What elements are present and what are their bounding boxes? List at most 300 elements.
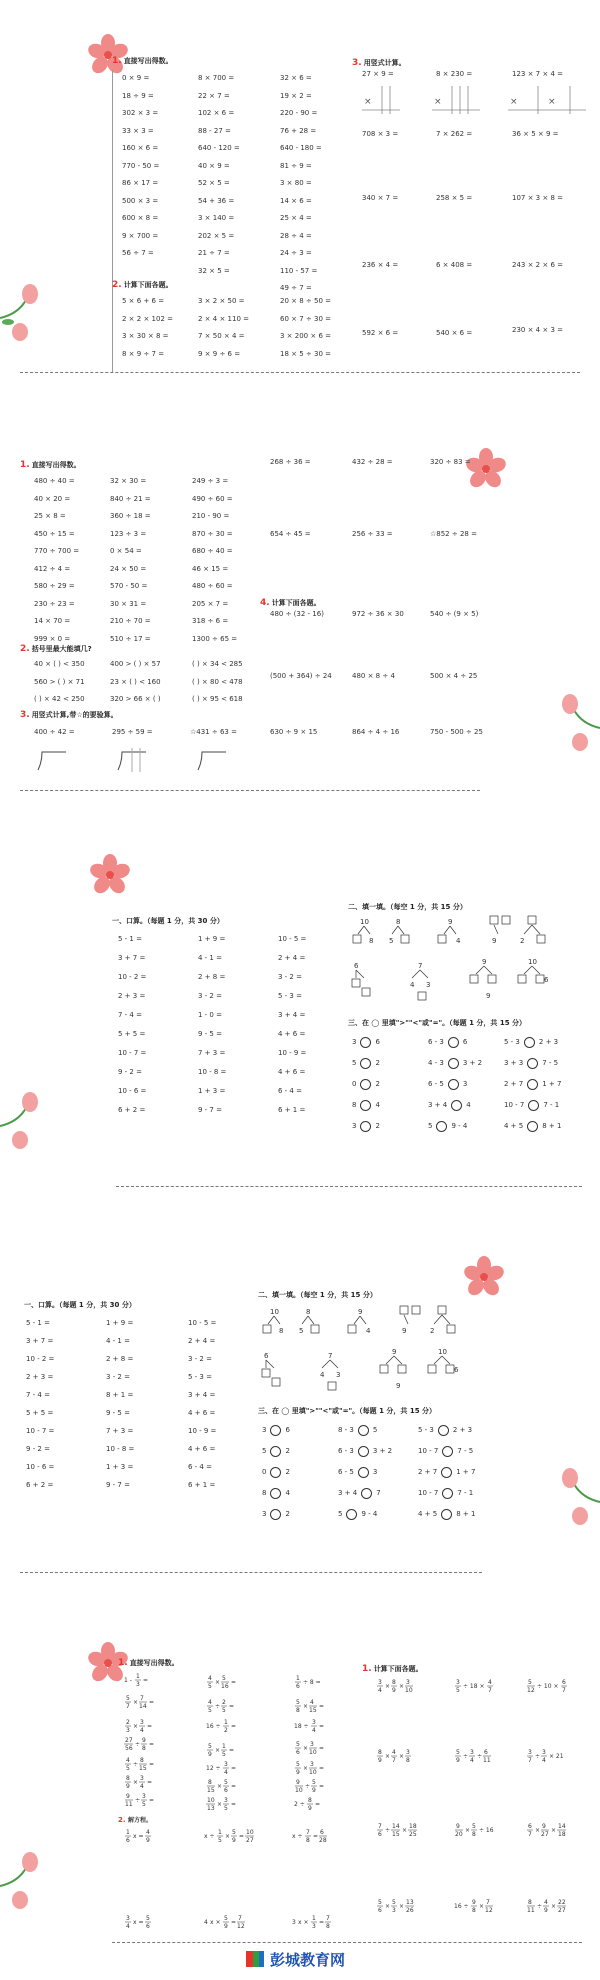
s1-col-2: 8 × 700 = 22 × 7 = 102 × 6 = 88 - 27 = 640 - 120 = 40 × 9 = 52 × 5 = 54 + 36 = 3 × 140 = 202 × 5 = 21 ÷ 7 = 32 × 5 = <box>198 74 240 275</box>
svg-text:×: × <box>364 97 372 107</box>
compare-circle[interactable] <box>361 1488 372 1499</box>
compare-circle[interactable] <box>438 1425 449 1436</box>
fraction-problems-left <box>120 1670 350 1960</box>
svg-text:8: 8 <box>369 937 374 945</box>
s1-vertical-1c: 123 × 7 × 4 = <box>512 70 563 78</box>
svg-text:=: = <box>149 1741 155 1748</box>
s1-calc-col-2: 3 × 2 × 50 = 2 × 4 × 110 = 7 × 50 × 4 = 9 × 9 ÷ 6 = <box>198 297 249 358</box>
s1-vertical-2b: 7 × 262 = <box>436 130 473 138</box>
s1-vertical-4a: 236 × 4 = <box>362 261 399 269</box>
svg-text:15: 15 <box>207 1787 215 1794</box>
svg-text:4: 4 <box>126 1757 130 1764</box>
s1-vertical-2a: 708 × 3 = <box>362 130 399 138</box>
s2-col-3: 249 ÷ 3 = 490 ÷ 60 = 210 - 90 = 870 ÷ 30 = 680 ÷ 40 = 46 × 15 = 480 ÷ 60 = 205 × 7 = 318 ÷ 6 = 1300 ÷ 65 = <box>192 477 238 643</box>
svg-text:=: = <box>231 1783 237 1790</box>
svg-text:7: 7 <box>326 1915 330 1922</box>
svg-text:6: 6 <box>454 1366 459 1374</box>
svg-text:5: 5 <box>528 1679 532 1686</box>
flower-branch-icon <box>0 1846 44 1910</box>
svg-text:9: 9 <box>378 1757 382 1764</box>
svg-text:56: 56 <box>125 1745 133 1752</box>
svg-text:x ÷: x ÷ <box>292 1833 303 1840</box>
svg-text:×: × <box>465 1827 471 1834</box>
svg-text:7: 7 <box>488 1687 492 1694</box>
svg-text:14: 14 <box>558 1823 566 1830</box>
svg-text:×: × <box>215 1747 221 1754</box>
svg-text:3: 3 <box>142 1793 146 1800</box>
svg-text:9: 9 <box>232 1837 236 1844</box>
svg-text:5: 5 <box>224 1915 228 1922</box>
svg-text:3: 3 <box>224 1797 228 1804</box>
svg-text:5: 5 <box>389 937 394 945</box>
compare-circle[interactable] <box>441 1467 452 1478</box>
svg-text:10: 10 <box>405 1687 413 1694</box>
number-bond-trees <box>352 916 572 1014</box>
svg-text:=: = <box>147 1723 153 1730</box>
svg-text:4: 4 <box>470 1757 474 1764</box>
flower-branch-icon <box>556 688 600 752</box>
compare-circle[interactable] <box>527 1121 538 1132</box>
section-divider-2 <box>20 790 480 791</box>
svg-text:÷: ÷ <box>133 1761 139 1768</box>
svg-text:×: × <box>434 97 442 107</box>
svg-text:9: 9 <box>486 992 491 1000</box>
svg-text:3: 3 <box>126 1915 130 1922</box>
s2-vertical-1b: 295 ÷ 59 = <box>112 728 153 736</box>
svg-text:10: 10 <box>207 1797 215 1804</box>
s1-vertical-1a: 27 × 9 = <box>362 70 394 78</box>
svg-text:5: 5 <box>146 1915 150 1922</box>
svg-text:6: 6 <box>378 1831 382 1838</box>
compare-circle[interactable] <box>448 1079 459 1090</box>
svg-text:9: 9 <box>472 1899 476 1906</box>
svg-text:÷: ÷ <box>535 1753 541 1760</box>
s4-title-3: 三、在 ◯ 里填">""<"或"="。（每题 1 分，共 15 分） <box>258 1407 437 1415</box>
svg-text:÷: ÷ <box>537 1903 543 1910</box>
svg-text:7: 7 <box>486 1899 490 1906</box>
s2-vertical-1a: 400 ÷ 42 = <box>34 728 75 736</box>
svg-text:3: 3 <box>426 981 431 989</box>
s1-vertical-4c: 243 × 2 × 6 = <box>512 261 563 269</box>
svg-text:÷: ÷ <box>463 1753 469 1760</box>
long-division-frames <box>36 748 246 772</box>
svg-text:×: × <box>217 1801 223 1808</box>
s2-mid-b: 256 ÷ 33 = <box>352 530 393 538</box>
compare-circle[interactable] <box>360 1037 371 1048</box>
svg-text:6: 6 <box>320 1829 324 1836</box>
compare-circle[interactable] <box>270 1509 281 1520</box>
svg-text:15: 15 <box>309 1707 317 1714</box>
s2-mid-a: 654 ÷ 45 = <box>270 530 311 538</box>
s2-bracket-col-1: 40 × ( ) < 350 560 > ( ) × 71 ( ) × 42 < 250 <box>34 660 85 703</box>
svg-text:8: 8 <box>306 1308 311 1316</box>
svg-text:9: 9 <box>402 1327 407 1335</box>
s2-top-c: 320 ÷ 83 = <box>430 458 471 466</box>
svg-text:28: 28 <box>319 1837 327 1844</box>
compare-circle[interactable] <box>360 1121 371 1132</box>
number-bond-trees <box>262 1306 482 1404</box>
svg-text:7: 7 <box>328 1352 333 1360</box>
svg-text:=: = <box>149 1699 155 1706</box>
svg-text:3: 3 <box>312 1923 316 1930</box>
svg-text:10: 10 <box>246 1829 254 1836</box>
svg-text:4: 4 <box>208 1699 212 1706</box>
svg-text:×: × <box>385 1903 391 1910</box>
svg-text:×: × <box>548 97 556 107</box>
s1-vertical-5a: 592 × 6 = <box>362 329 399 337</box>
s4-compare-col-2: 8 - 3 5 6 - 3 3 + 2 6 - 5 3 3 + 4 7 5 9 - 4 <box>338 1426 393 1518</box>
s2-bracket-col-3: ( ) × 34 < 285 ( ) × 80 < 478 ( ) × 95 < 618 <box>192 660 243 703</box>
svg-text:5: 5 <box>208 1683 212 1690</box>
svg-text:1: 1 <box>312 1915 316 1922</box>
svg-text:5: 5 <box>378 1899 382 1906</box>
flower-icon <box>466 448 506 488</box>
s1-vertical-5b: 540 × 6 = <box>436 329 473 337</box>
svg-text:4: 4 <box>208 1675 212 1682</box>
svg-text:÷: ÷ <box>477 1753 483 1760</box>
svg-text:16 ÷: 16 ÷ <box>454 1903 469 1910</box>
svg-text:4: 4 <box>456 937 461 945</box>
flower-branch-icon <box>556 1462 600 1526</box>
svg-text:×: × <box>535 1827 541 1834</box>
section-divider-1 <box>20 372 580 373</box>
svg-text:1: 1 <box>136 1673 140 1680</box>
svg-text:1 -: 1 - <box>124 1677 132 1684</box>
compare-circle[interactable] <box>441 1509 452 1520</box>
svg-text:×: × <box>303 1703 309 1710</box>
compare-circle[interactable] <box>451 1100 462 1111</box>
s1-vertical-5c: 230 × 4 × 3 = <box>512 326 563 334</box>
svg-text:2 ÷: 2 ÷ <box>294 1801 305 1808</box>
svg-text:3: 3 <box>392 1907 396 1914</box>
svg-text:×: × <box>217 1783 223 1790</box>
svg-text:3: 3 <box>224 1761 228 1768</box>
svg-text:=: = <box>231 1801 237 1808</box>
svg-text:8: 8 <box>140 1757 144 1764</box>
s5-heading-3: 1. 计算下面各题。 <box>362 1664 423 1674</box>
svg-text:4: 4 <box>140 1783 144 1790</box>
compare-circle[interactable] <box>358 1425 369 1436</box>
svg-text:4: 4 <box>146 1829 150 1836</box>
svg-text:1: 1 <box>296 1675 300 1682</box>
svg-text:=: = <box>143 1677 149 1684</box>
s2-calc-2a: (500 + 364) ÷ 24 <box>270 672 332 680</box>
svg-text:8: 8 <box>306 1837 310 1844</box>
s1-col-3: 32 × 6 = 19 × 2 = 220 - 90 = 76 + 28 = 640 - 180 = 81 ÷ 9 = 3 × 80 = 14 × 6 = 25 × 4 = 28 ÷ 4 = 24 ÷ 3 = 110 - 57 = 49 ÷ 7 = <box>280 74 322 292</box>
svg-text:12 ÷: 12 ÷ <box>206 1765 221 1772</box>
svg-text:3: 3 <box>292 1919 296 1926</box>
s2-calc-3c: 750 - 500 ÷ 25 <box>430 728 483 736</box>
svg-text:10: 10 <box>309 1769 317 1776</box>
svg-text:4: 4 <box>392 1749 396 1756</box>
svg-text:=: = <box>149 1797 155 1804</box>
svg-text:8: 8 <box>308 1797 312 1804</box>
s1-calc-col-1: 5 × 6 + 6 = 2 × 2 × 102 = 3 × 30 × 8 = 8 × 9 ÷ 7 = <box>122 297 173 358</box>
svg-text:7: 7 <box>528 1831 532 1838</box>
svg-text:÷: ÷ <box>135 1797 141 1804</box>
svg-text:5: 5 <box>296 1741 300 1748</box>
svg-text:=: = <box>319 1703 325 1710</box>
svg-text:8: 8 <box>472 1831 476 1838</box>
svg-text:×: × <box>402 1827 408 1834</box>
svg-text:9: 9 <box>224 1923 228 1930</box>
svg-text:6: 6 <box>354 962 359 970</box>
section-divider-3 <box>116 1186 582 1187</box>
svg-text:12: 12 <box>527 1687 535 1694</box>
svg-text:5: 5 <box>142 1801 146 1808</box>
compare-circle[interactable] <box>527 1079 538 1090</box>
svg-text:27: 27 <box>558 1907 566 1914</box>
svg-text:÷ 10 ×: ÷ 10 × <box>537 1683 559 1690</box>
svg-text:10: 10 <box>438 1348 447 1356</box>
s3-title-1: 一、口算。（每题 1 分，共 30 分） <box>112 917 224 925</box>
svg-text:9: 9 <box>392 1348 397 1356</box>
svg-text:×: × <box>399 1753 405 1760</box>
compare-circle[interactable] <box>436 1121 447 1132</box>
svg-text:11: 11 <box>527 1907 535 1914</box>
s4-col-1: 5 - 1 = 3 + 7 = 10 - 2 = 2 + 3 = 7 - 4 = 5 + 5 = 10 - 7 = 9 - 2 = 10 - 6 = 6 + 2 = <box>26 1319 55 1489</box>
s1-vertical-3b: 258 × 5 = <box>436 194 473 202</box>
svg-text:10: 10 <box>270 1308 279 1316</box>
svg-text:3: 3 <box>542 1749 546 1756</box>
vertical-calc-frames <box>360 84 590 120</box>
s4-title-2: 二、填一填。（每空 1 分，共 15 分） <box>258 1291 377 1299</box>
section-3 <box>0 850 600 1190</box>
s3-title-3: 三、在 ◯ 里填">""<"或"="。（每题 1 分，共 15 分） <box>348 1019 527 1027</box>
svg-text:5: 5 <box>208 1743 212 1750</box>
svg-text:6: 6 <box>126 1837 130 1844</box>
svg-text:1: 1 <box>222 1743 226 1750</box>
s1-vertical-3c: 107 × 3 × 8 = <box>512 194 563 202</box>
s2-top-b: 432 ÷ 28 = <box>352 458 393 466</box>
svg-text:7: 7 <box>418 962 423 970</box>
svg-text:15: 15 <box>139 1765 147 1772</box>
svg-text:=: = <box>315 1801 321 1808</box>
svg-text:2: 2 <box>520 937 525 945</box>
svg-text:× 21: × 21 <box>549 1753 564 1760</box>
svg-text:10: 10 <box>528 958 537 966</box>
svg-text:2: 2 <box>126 1719 130 1726</box>
compare-circle[interactable] <box>528 1100 539 1111</box>
svg-text:5: 5 <box>126 1695 130 1702</box>
svg-text:11: 11 <box>483 1757 491 1764</box>
svg-text:3: 3 <box>310 1761 314 1768</box>
compare-circle[interactable] <box>358 1467 369 1478</box>
svg-text:7: 7 <box>562 1687 566 1694</box>
svg-text:9: 9 <box>296 1779 300 1786</box>
svg-text:×: × <box>133 1699 139 1706</box>
svg-text:×: × <box>385 1683 391 1690</box>
svg-text:×: × <box>551 1827 557 1834</box>
svg-text:6: 6 <box>378 1907 382 1914</box>
compare-circle[interactable] <box>346 1509 357 1520</box>
svg-text:9: 9 <box>392 1687 396 1694</box>
svg-text:8: 8 <box>396 918 401 926</box>
svg-text:11: 11 <box>125 1801 133 1808</box>
section-5 <box>0 1640 600 1980</box>
svg-text:4: 4 <box>410 981 415 989</box>
svg-text:×: × <box>385 1753 391 1760</box>
svg-text:=: = <box>319 1723 325 1730</box>
svg-text:8: 8 <box>326 1923 330 1930</box>
svg-text:=: = <box>229 1747 235 1754</box>
compare-circle[interactable] <box>527 1058 538 1069</box>
compare-circle[interactable] <box>358 1446 369 1457</box>
section-divider-5 <box>112 1942 582 1943</box>
svg-text:14: 14 <box>139 1703 147 1710</box>
svg-text:=: = <box>231 1765 237 1772</box>
compare-circle[interactable] <box>442 1488 453 1499</box>
svg-text:7: 7 <box>126 1703 130 1710</box>
svg-text:5: 5 <box>224 1779 228 1786</box>
svg-text:10: 10 <box>360 918 369 926</box>
compare-circle[interactable] <box>442 1446 453 1457</box>
s5-heading-1: 1. 直接写出得数。 <box>118 1658 179 1668</box>
svg-text:9: 9 <box>146 1837 150 1844</box>
svg-text:×: × <box>551 1903 557 1910</box>
s4-col-2: 1 + 9 = 4 - 1 = 2 + 8 = 3 - 2 = 8 + 1 = 9 - 5 = 7 + 3 = 10 - 8 = 1 + 3 = 9 - 7 = <box>106 1319 135 1489</box>
svg-text:5: 5 <box>222 1751 226 1758</box>
s2-calc-2c: 500 × 4 ÷ 25 <box>430 672 478 680</box>
svg-text:8: 8 <box>296 1707 300 1714</box>
svg-text:8: 8 <box>528 1899 532 1906</box>
s3-col-1: 5 - 1 = 3 + 7 = 10 - 2 = 2 + 3 = 7 - 4 = 5 + 5 = 10 - 7 = 9 - 2 = 10 - 6 = 6 + 2 = <box>118 935 147 1114</box>
svg-text:×: × <box>399 1903 405 1910</box>
svg-text:18: 18 <box>409 1823 417 1830</box>
svg-text:9: 9 <box>544 1907 548 1914</box>
s1-heading-3: 3. 用竖式计算。 <box>352 58 406 68</box>
svg-text:15: 15 <box>392 1831 400 1838</box>
s2-calc-1b: 972 ÷ 36 × 30 <box>352 610 404 618</box>
svg-text:×: × <box>133 1723 139 1730</box>
compare-circle[interactable] <box>270 1467 281 1478</box>
flower-icon <box>464 1256 504 1296</box>
compare-circle[interactable] <box>270 1446 281 1457</box>
svg-text:5: 5 <box>456 1749 460 1756</box>
svg-text:12: 12 <box>485 1907 493 1914</box>
svg-text:3: 3 <box>378 1679 382 1686</box>
svg-text:2: 2 <box>430 1327 435 1335</box>
s2-calc-1a: 480 ÷ (32 - 16) <box>270 610 324 618</box>
svg-text:18: 18 <box>558 1831 566 1838</box>
s4-col-3: 10 - 5 = 2 + 4 = 3 - 2 = 5 - 3 = 3 + 4 = 4 + 6 = 10 - 9 = 4 + 6 = 6 - 4 = 6 + 1 = <box>188 1319 217 1489</box>
svg-text:×: × <box>133 1779 139 1786</box>
svg-text:9: 9 <box>396 1382 401 1390</box>
svg-text:x ÷: x ÷ <box>204 1833 215 1840</box>
svg-text:6: 6 <box>562 1679 566 1686</box>
svg-text:27: 27 <box>125 1737 133 1744</box>
svg-text:9: 9 <box>312 1787 316 1794</box>
compare-circle[interactable] <box>448 1058 459 1069</box>
compare-circle[interactable] <box>270 1488 281 1499</box>
svg-text:6: 6 <box>296 1749 300 1756</box>
svg-text:解方程。: 解方程。 <box>128 1817 153 1824</box>
svg-text:18 ÷: 18 ÷ <box>294 1723 309 1730</box>
s3-compare-col-2: 6 - 3 6 4 - 3 3 + 2 6 - 5 3 3 + 4 4 5 9 - 4 <box>428 1038 483 1130</box>
svg-text:3: 3 <box>470 1749 474 1756</box>
compare-circle[interactable] <box>360 1079 371 1090</box>
svg-text:3: 3 <box>126 1727 130 1734</box>
s2-bracket-col-2: 400 > ( ) × 57 23 × ( ) < 160 320 > 66 × ( ) <box>110 660 161 703</box>
svg-text:12: 12 <box>237 1923 245 1930</box>
svg-text:1: 1 <box>218 1829 222 1836</box>
svg-text:=: = <box>313 1833 319 1840</box>
svg-text:3: 3 <box>140 1719 144 1726</box>
svg-text:÷: ÷ <box>215 1703 221 1710</box>
svg-text:÷: ÷ <box>305 1783 311 1790</box>
svg-text:3: 3 <box>310 1741 314 1748</box>
svg-text:3: 3 <box>528 1749 532 1756</box>
svg-text:4: 4 <box>544 1899 548 1906</box>
svg-text:10: 10 <box>309 1749 317 1756</box>
svg-text:8: 8 <box>142 1745 146 1752</box>
svg-text:5: 5 <box>218 1837 222 1844</box>
svg-text:4: 4 <box>542 1757 546 1764</box>
svg-text:2: 2 <box>224 1727 228 1734</box>
svg-text:3: 3 <box>336 1371 341 1379</box>
svg-text:5: 5 <box>296 1699 300 1706</box>
s2-mid-c: ☆852 ÷ 28 = <box>430 530 477 538</box>
svg-text:=: = <box>319 1745 325 1752</box>
s3-col-2: 1 + 9 = 4 - 1 = 2 + 8 = 3 - 2 = 1 - 0 = 9 - 5 = 7 + 3 = 10 - 8 = 1 + 3 = 9 - 7 = <box>198 935 227 1114</box>
s2-calc-1c: 540 ÷ (9 × 5) <box>430 610 479 618</box>
book-logo-icon <box>244 1948 266 1970</box>
svg-text:=: = <box>229 1703 235 1710</box>
fraction-problems-right <box>370 1676 590 1936</box>
s2-heading-3: 3. 用竖式计算,带☆的要验算。 <box>20 710 118 720</box>
svg-text:×: × <box>399 1683 405 1690</box>
s2-calc-3b: 864 ÷ 4 ÷ 16 <box>352 728 400 736</box>
svg-text:6: 6 <box>544 976 549 984</box>
svg-text:4: 4 <box>366 1327 371 1335</box>
svg-text:2: 2 <box>222 1699 226 1706</box>
compare-circle[interactable] <box>524 1037 535 1048</box>
svg-text:=: = <box>149 1761 155 1768</box>
svg-text:÷ 8 =: ÷ 8 = <box>303 1679 321 1686</box>
svg-text:5: 5 <box>296 1761 300 1768</box>
svg-text:6: 6 <box>484 1749 488 1756</box>
svg-text:9: 9 <box>456 1823 460 1830</box>
svg-text:8: 8 <box>378 1749 382 1756</box>
svg-text:9: 9 <box>142 1737 146 1744</box>
svg-text:22: 22 <box>558 1899 566 1906</box>
svg-text:8: 8 <box>208 1779 212 1786</box>
svg-text:×: × <box>479 1903 485 1910</box>
svg-text:4: 4 <box>126 1923 130 1930</box>
s1-divider <box>112 70 113 372</box>
compare-circle[interactable] <box>270 1425 281 1436</box>
flower-branch-icon <box>0 278 44 342</box>
compare-circle[interactable] <box>448 1037 459 1048</box>
svg-text:3: 3 <box>312 1719 316 1726</box>
svg-text:6: 6 <box>224 1787 228 1794</box>
svg-text:9: 9 <box>308 1805 312 1812</box>
svg-text:5: 5 <box>232 1829 236 1836</box>
svg-text:÷: ÷ <box>385 1827 391 1834</box>
svg-text:6: 6 <box>264 1352 269 1360</box>
svg-text:4: 4 <box>488 1679 492 1686</box>
compare-circle[interactable] <box>360 1058 371 1069</box>
s1-vertical-2c: 36 × 5 × 9 = <box>512 130 559 138</box>
svg-text:=: = <box>319 1919 325 1926</box>
s4-title-1: 一、口算。（每题 1 分，共 30 分） <box>24 1301 136 1309</box>
s2-vertical-1c: ☆431 ÷ 63 = <box>190 728 237 736</box>
svg-text:4: 4 <box>312 1727 316 1734</box>
svg-text:27: 27 <box>246 1837 254 1844</box>
svg-text:=: = <box>231 1679 237 1686</box>
s3-compare-col-1: 3 6 5 2 0 2 8 4 3 2 <box>352 1038 380 1130</box>
compare-circle[interactable] <box>360 1100 371 1111</box>
